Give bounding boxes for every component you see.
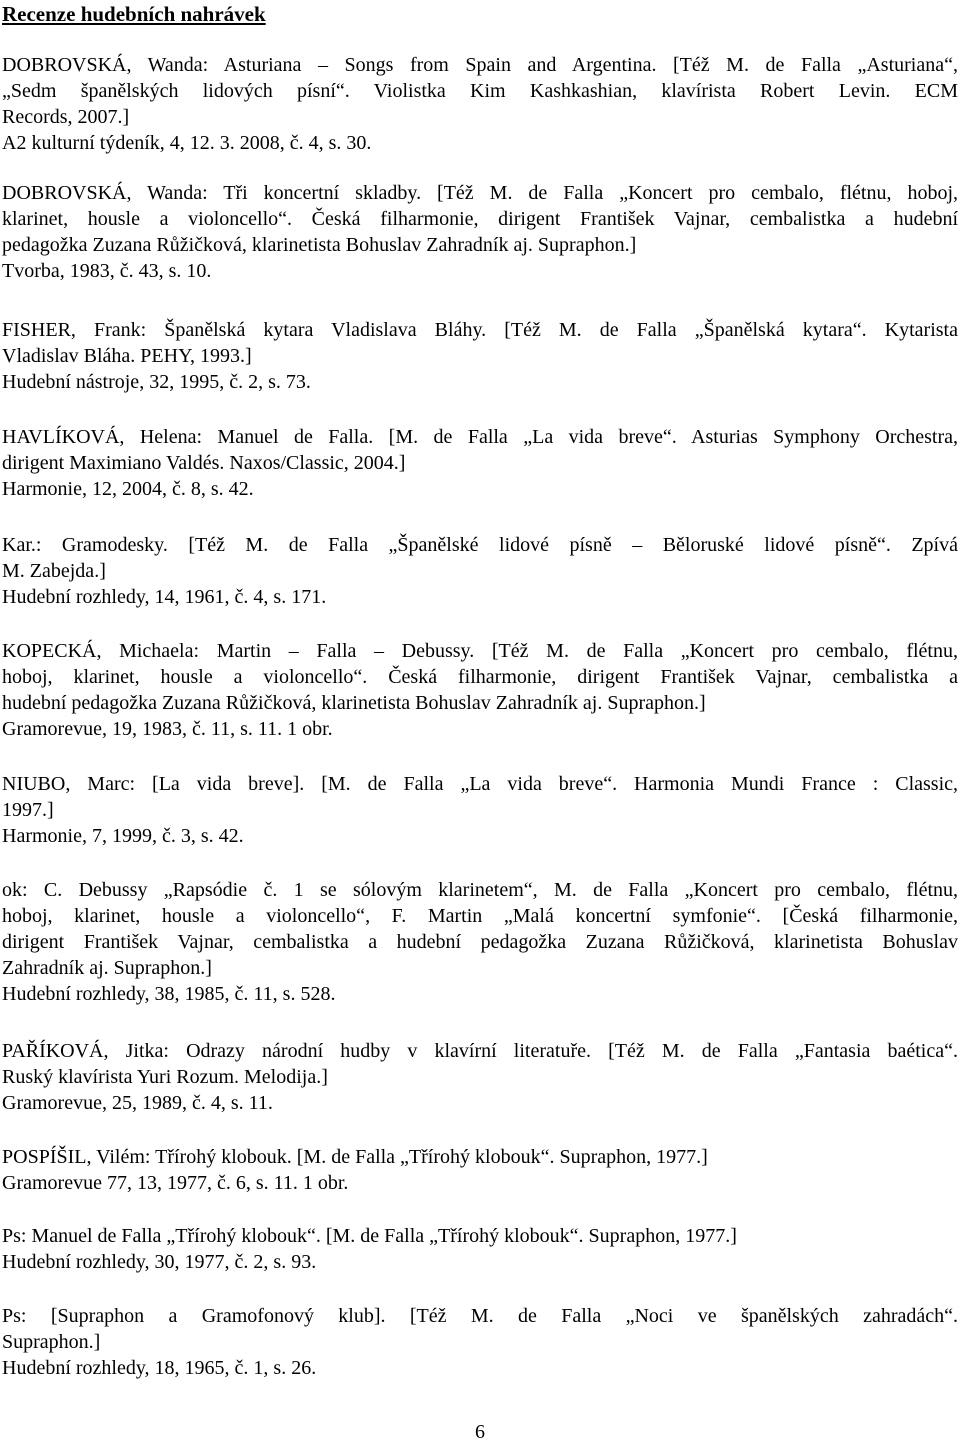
review-entry bbox=[2, 638, 958, 742]
entry-line: M. Zabejda.] bbox=[2, 560, 106, 582]
entry-line: Kar.: Gramodesky. [Též M. de Falla „Španělské lidové písně – Běloruské lidové písně“. Zpívá bbox=[2, 534, 958, 556]
page-heading: Recenze hudebních nahrávek bbox=[2, 2, 266, 26]
review-entry bbox=[2, 180, 958, 284]
entry-citation: Hudební rozhledy, 38, 1985, č. 11, s. 528. bbox=[2, 983, 336, 1005]
entry-line: hoboj, klarinet, housle a violoncello“. Česká filharmonie, dirigent František Vajnar, cembalistka a bbox=[2, 666, 958, 688]
review-entry bbox=[2, 532, 958, 610]
review-entry bbox=[2, 1223, 958, 1275]
entry-line: Ruský klavírista Yuri Rozum. Melodija.] bbox=[2, 1066, 328, 1088]
entry-line: Zahradník aj. Supraphon.] bbox=[2, 957, 212, 979]
entry-citation: Hudební rozhledy, 30, 1977, č. 2, s. 93. bbox=[2, 1251, 317, 1273]
entry-citation: Hudební nástroje, 32, 1995, č. 2, s. 73. bbox=[2, 371, 311, 393]
entry-line: dirigent František Vajnar, cembalistka a hudební pedagožka Zuzana Růžičková, klarinetista Bohuslav bbox=[2, 931, 958, 953]
entry-line: Supraphon.] bbox=[2, 1331, 101, 1353]
entry-line: Vladislav Bláha. PEHY, 1993.] bbox=[2, 345, 252, 367]
review-entry bbox=[2, 1038, 958, 1116]
review-entry bbox=[2, 317, 958, 395]
entry-line: FISHER, Frank: Španělská kytara Vladislava Bláhy. [Též M. de Falla „Španělská kytara“. Kytarista bbox=[2, 319, 958, 341]
entry-line: POSPÍŠIL, Vilém: Třírohý klobouk. [M. de Falla „Třírohý klobouk“. Supraphon, 1977.] bbox=[2, 1146, 708, 1168]
entry-line: PAŘÍKOVÁ, Jitka: Odrazy národní hudby v klavírní literatuře. [Též M. de Falla „Fantasia baética“. bbox=[2, 1040, 958, 1062]
entry-citation: Hudební rozhledy, 14, 1961, č. 4, s. 171. bbox=[2, 586, 327, 608]
entry-citation: Tvorba, 1983, č. 43, s. 10. bbox=[2, 260, 212, 282]
entry-citation: Gramorevue 77, 13, 1977, č. 6, s. 11. 1 obr. bbox=[2, 1172, 349, 1194]
entry-line: DOBROVSKÁ, Wanda: Asturiana – Songs from Spain and Argentina. [Též M. de Falla „Asturiana“, bbox=[2, 54, 958, 76]
entry-citation: Gramorevue, 19, 1983, č. 11, s. 11. 1 obr. bbox=[2, 718, 333, 740]
entry-citation: A2 kulturní týdeník, 4, 12. 3. 2008, č. 4, s. 30. bbox=[2, 132, 372, 154]
entry-citation: Harmonie, 12, 2004, č. 8, s. 42. bbox=[2, 478, 254, 500]
entry-line: klarinet, housle a violoncello“. Česká filharmonie, dirigent František Vajnar, cembalistka a hudební bbox=[2, 208, 958, 230]
review-entry bbox=[2, 771, 958, 849]
entry-line: HAVLÍKOVÁ, Helena: Manuel de Falla. [M. de Falla „La vida breve“. Asturias Symphony Orchestra, bbox=[2, 426, 958, 448]
review-entry bbox=[2, 424, 958, 502]
entry-line: hudební pedagožka Zuzana Růžičková, klarinetista Bohuslav Zahradník aj. Supraphon.] bbox=[2, 692, 706, 714]
entry-line: KOPECKÁ, Michaela: Martin – Falla – Debussy. [Též M. de Falla „Koncert pro cembalo, flétnu, bbox=[2, 640, 958, 662]
entry-line: 1997.] bbox=[2, 799, 54, 821]
entry-line: Records, 2007.] bbox=[2, 106, 130, 128]
entry-citation: Gramorevue, 25, 1989, č. 4, s. 11. bbox=[2, 1092, 273, 1114]
page-number: 6 bbox=[475, 1421, 485, 1443]
entry-line: DOBROVSKÁ, Wanda: Tři koncertní skladby. [Též M. de Falla „Koncert pro cembalo, flétnu, hoboj, bbox=[2, 182, 958, 204]
entry-line: ok: C. Debussy „Rapsódie č. 1 se sólovým klarinetem“, M. de Falla „Koncert pro cembalo, flétnu, bbox=[2, 879, 958, 901]
review-entry bbox=[2, 1144, 958, 1196]
entry-line: Ps: [Supraphon a Gramofonový klub]. [Též M. de Falla „Noci ve španělských zahradách“. bbox=[2, 1305, 958, 1327]
entry-line: pedagožka Zuzana Růžičková, klarinetista Bohuslav Zahradník aj. Supraphon.] bbox=[2, 234, 637, 256]
entry-line: Ps: Manuel de Falla „Třírohý klobouk“. [M. de Falla „Třírohý klobouk“. Supraphon, 1977.] bbox=[2, 1225, 737, 1247]
review-entry bbox=[2, 52, 958, 156]
entry-line: dirigent Maximiano Valdés. Naxos/Classic, 2004.] bbox=[2, 452, 406, 474]
entry-line: „Sedm španělských lidových písní“. Violistka Kim Kashkashian, klavírista Robert Levin. ECM bbox=[2, 80, 958, 102]
review-entry bbox=[2, 1303, 958, 1381]
entry-line: NIUBO, Marc: [La vida breve]. [M. de Falla „La vida breve“. Harmonia Mundi France : Classic, bbox=[2, 773, 958, 795]
review-entry bbox=[2, 877, 958, 1007]
entry-line: hoboj, klarinet, housle a violoncello“, F. Martin „Malá koncertní symfonie“. [Česká filharmonie, bbox=[2, 905, 958, 927]
entry-citation: Harmonie, 7, 1999, č. 3, s. 42. bbox=[2, 825, 244, 847]
entry-citation: Hudební rozhledy, 18, 1965, č. 1, s. 26. bbox=[2, 1357, 317, 1379]
